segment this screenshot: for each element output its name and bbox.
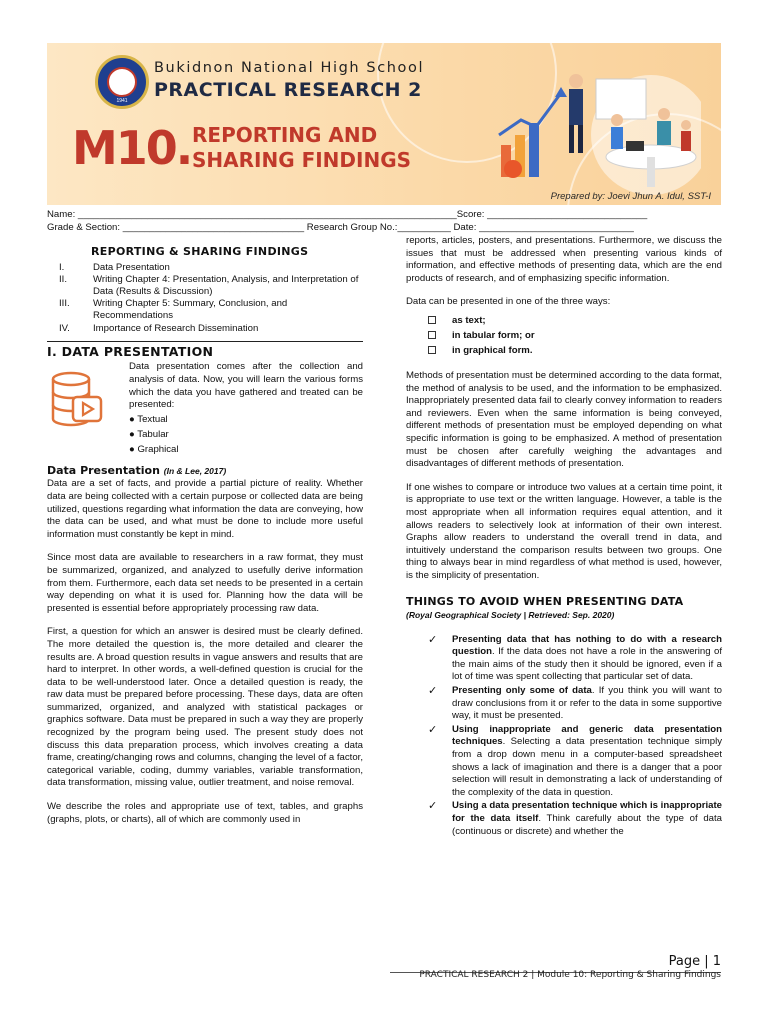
module-banner bbox=[47, 43, 721, 205]
database-video-icon bbox=[47, 361, 129, 456]
subject-title: PRACTICAL RESEARCH 2 bbox=[154, 79, 422, 101]
three-ways-list bbox=[428, 313, 722, 358]
toc-number: II. bbox=[59, 273, 67, 285]
list-item-text bbox=[452, 634, 722, 684]
list-item bbox=[428, 313, 722, 328]
module-title-line2: SHARING FINDINGS bbox=[192, 148, 412, 172]
module-code: M10. bbox=[72, 121, 192, 175]
list-item bbox=[428, 685, 722, 723]
toc-text: Writing Chapter 4: Presentation, Analysis, and Interpretation of Data (Results & Discussion) bbox=[93, 273, 359, 297]
list-item-rest: . Think carefully about the type of data (continuous or discrete) and whether the bbox=[452, 812, 722, 837]
list-item-bold: Using a data presentation technique which is inappropriate for the data itself bbox=[452, 800, 722, 824]
list-item-text: in tabular form; or bbox=[452, 329, 535, 341]
toc-item bbox=[47, 274, 363, 298]
paragraph: Data can be presented in one of the three ways: bbox=[406, 296, 611, 308]
list-item-rest: . If you think you will want to draw conclusions from it or refer to the data in some supportive way, it must be presented. bbox=[452, 685, 722, 722]
list-item-rest: . If the data does not have a role in the answering of the main aims of the study then it should be ignored, even if a lot of time was spent collecting that particular set of data. bbox=[452, 646, 722, 683]
list-item-bold: Presenting data that has nothing to do with a research question bbox=[452, 633, 722, 658]
paragraph: reports, articles, posters, and presentations. Furthermore, we discuss the issues that must be addressed when presenting various kinds of information, and effective methods of presenting data, which are the end products of research, and of emphasizing specific information. bbox=[406, 235, 722, 284]
toc-text: Importance of Research Dissemination bbox=[93, 322, 259, 334]
checkbox-icon bbox=[428, 346, 436, 354]
section-heading: I. DATA PRESENTATION bbox=[47, 341, 363, 359]
module-title-line1: REPORTING AND bbox=[192, 123, 378, 147]
footer-text: PRACTICAL RESEARCH 2 | Module 10: Reporting & Sharing Findings bbox=[419, 970, 721, 980]
checkbox-icon bbox=[428, 316, 436, 324]
paragraph: If one wishes to compare or introduce two values at a certain time point, it is appropriate to use text or the written language. However, a table is the most appropriate when all information requires equal attention, and it allows readers to selectively look at information of their own interest. Graphs allow readers to understand the overall trend in data, and intuitively understand the comparison results between two groups. One thing to always bear in mind regardless of what method is used, however, is the simplicity of presentation. bbox=[406, 481, 722, 581]
module-title bbox=[192, 123, 411, 173]
left-column bbox=[47, 246, 363, 837]
list-item-text: in graphical form. bbox=[452, 344, 533, 356]
form-textual: ● Textual bbox=[129, 413, 168, 425]
list-item-rest: . Selecting a data presentation technique simply from a drop down menu in a computer-based spreadsheet shows a lack of imagination and there is a danger that a poor selection will result in demonstrating a lack of understanding of the complexity of the data in question. bbox=[452, 736, 722, 798]
page-number: Page | 1 bbox=[668, 954, 721, 969]
paragraph: First, a question for which an answer is desired must be clearly defined. The more detailed the question is, the more detailed and clearer the results are. A broad question results in vague answers and results that are hard to interpret. In other words, a well-defined question is crucial for the data to be well-understood later. Once a detailed question is ready, the raw data must be prepared before processing. These days, data are often summarized, organized, and analyzed with statistical packages or graphics software. Data must be prepared in such a way they are properly recognized by the program being used. The present study does not discuss this data preparation process, which involves creating a data frame, creating/changing rows and columns, changing the level of a factor, categorical variable, coding, dummy variables, variable transformation, data transformation, missing value, outlier treatment, and noise removal. bbox=[47, 626, 363, 789]
paragraph: Methods of presentation must be determined according to the data format, the method of analysis to be used, and the information to be emphasized. Inappropriately presented data fail to clearly convey information to readers and reviewers. Even when the same information is being conveyed, different methods of presentation must be employed depending on what specific information is going to be emphasized. A method of presentation must be chosen after carefully weighing the advantages and disadvantages of different methods of presentation. bbox=[406, 369, 722, 470]
toc-item bbox=[47, 298, 363, 322]
toc-number: III. bbox=[59, 298, 70, 310]
toc-text: Data Presentation bbox=[93, 261, 170, 273]
school-seal-icon bbox=[95, 55, 149, 109]
grade-section-line[interactable]: Grade & Section: __________________________________ Research Group No.:__________ Date: _____________________________ bbox=[47, 222, 634, 233]
toc-title: REPORTING & SHARING FINDINGS bbox=[91, 245, 309, 258]
business-meeting-illustration-icon bbox=[461, 65, 701, 195]
avoid-list bbox=[428, 634, 722, 839]
school-name: Bukidnon National High School bbox=[154, 60, 425, 76]
form-tabular: ● Tabular bbox=[129, 428, 169, 440]
paragraph: Data are a set of facts, and provide a partial picture of reality. Whether data are being collected with a certain purpose or collected data are being utilized, questions regarding what information the data are conveying, how the data can be used, and what must be done to include more useful information must constantly be kept in mind. bbox=[47, 478, 363, 540]
list-item bbox=[428, 343, 722, 358]
paragraph: Since most data are available to researchers in a raw format, they must be summarized, organized, and analyzed to usefully derive information from them. Furthermore, each data set needs to be presented in a certain way depending on what it is used for. Planning how the data will be presented is essential before appropriately processing raw data. bbox=[47, 552, 363, 614]
toc-item bbox=[47, 262, 363, 274]
toc-number: I. bbox=[59, 261, 65, 273]
avoid-heading: THINGS TO AVOID WHEN PRESENTING DATA bbox=[406, 595, 684, 609]
list-item-text: as text; bbox=[452, 314, 486, 326]
subheading-text: Data Presentation bbox=[47, 463, 160, 477]
paragraph: We describe the roles and appropriate use of text, tables, and graphs (graphs, plots, or charts), all of which are commonly used in bbox=[47, 801, 363, 825]
right-column bbox=[406, 235, 722, 839]
intro-paragraph: Data presentation comes after the collection and analysis of data. Now, you will learn the various forms which the data you have gathered and treated can be presented: bbox=[129, 361, 363, 411]
list-item bbox=[428, 328, 722, 343]
subheading bbox=[47, 465, 363, 478]
checkmark-icon: ✓ bbox=[428, 633, 438, 646]
checkmark-icon: ✓ bbox=[428, 800, 438, 813]
list-item bbox=[428, 634, 722, 684]
avoid-citation: (Royal Geographical Society | Retrieved: Sep. 2020) bbox=[406, 610, 615, 621]
checkbox-icon bbox=[428, 331, 436, 339]
prepared-by: Prepared by: Joevi Jhun A. Idul, SST-I bbox=[550, 191, 711, 202]
data-presentation-intro bbox=[47, 361, 363, 456]
toc-number: IV. bbox=[59, 322, 70, 334]
name-score-line[interactable]: Name: _______________________________________________________________________Score: ______________________________ bbox=[47, 209, 648, 220]
list-item-bold: Using inappropriate and generic data presentation techniques bbox=[452, 723, 722, 748]
checkmark-icon: ✓ bbox=[428, 685, 438, 698]
intro-text-block bbox=[129, 361, 363, 456]
list-item bbox=[428, 724, 722, 800]
toc-item bbox=[47, 323, 363, 335]
citation: (In & Lee, 2017) bbox=[163, 465, 227, 476]
list-item-text bbox=[452, 800, 722, 838]
checkmark-icon: ✓ bbox=[428, 723, 438, 736]
seal-year: 1941 bbox=[116, 98, 128, 104]
list-item-bold: Presenting only some of data bbox=[452, 685, 592, 697]
list-item-text bbox=[452, 685, 722, 723]
list-item bbox=[428, 800, 722, 838]
toc-text: Writing Chapter 5: Summary, Conclusion, and Recommendations bbox=[93, 298, 288, 322]
form-graphical: ● Graphical bbox=[129, 443, 179, 455]
list-item-text bbox=[452, 724, 722, 800]
seal-center bbox=[107, 67, 137, 97]
